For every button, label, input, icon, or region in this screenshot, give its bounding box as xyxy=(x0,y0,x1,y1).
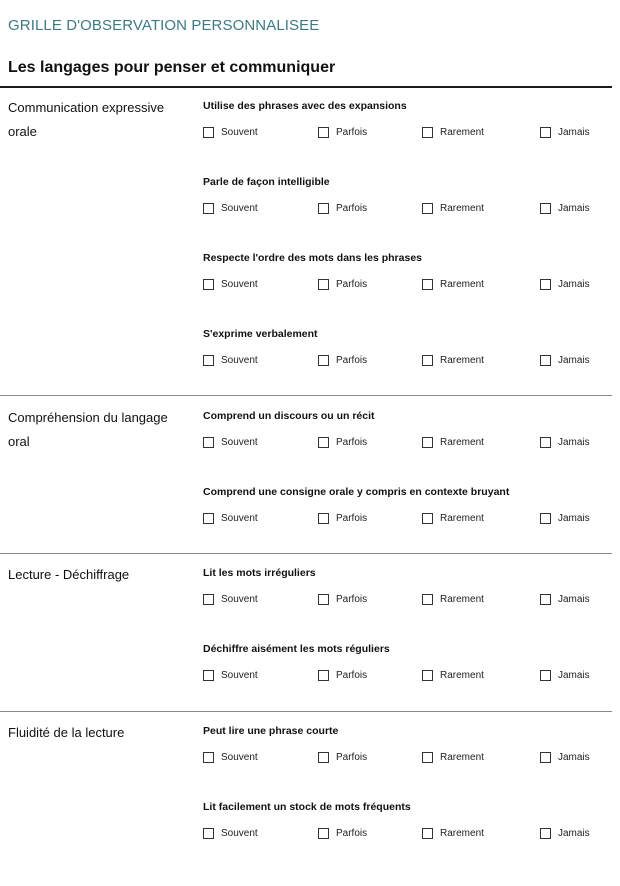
option-souvent[interactable] xyxy=(203,592,258,606)
category-label: Communication expressive orale xyxy=(8,100,165,139)
option-jamais[interactable] xyxy=(540,435,590,449)
option-souvent[interactable] xyxy=(203,125,258,139)
option-souvent[interactable] xyxy=(203,668,258,682)
section-divider xyxy=(0,86,612,88)
checkbox[interactable] xyxy=(422,203,433,214)
checkbox[interactable] xyxy=(422,127,433,138)
criterion-title: Lit facilement un stock de mots fréquents xyxy=(203,801,411,813)
checkbox[interactable] xyxy=(540,828,551,839)
checkbox[interactable] xyxy=(540,670,551,681)
option-rarement[interactable] xyxy=(422,353,484,367)
option-parfois[interactable] xyxy=(318,668,367,682)
criterion-title: Lit les mots irréguliers xyxy=(203,567,316,579)
checkbox[interactable] xyxy=(540,203,551,214)
category-label: Lecture - Déchiffrage xyxy=(8,567,130,582)
checkbox[interactable] xyxy=(203,437,214,448)
option-label: Souvent xyxy=(221,751,258,763)
category-label: Compréhension du langage oral xyxy=(8,410,168,449)
option-label: Souvent xyxy=(221,827,258,839)
option-label: Jamais xyxy=(558,126,590,138)
option-label: Rarement xyxy=(440,593,484,605)
frequency-options xyxy=(0,592,620,606)
criterion-title: Comprend une consigne orale y compris en contexte bruyant xyxy=(203,486,510,498)
checkbox[interactable] xyxy=(203,828,214,839)
page-header-title: GRILLE D'OBSERVATION PERSONNALISEE xyxy=(8,17,320,34)
option-souvent[interactable] xyxy=(203,750,258,764)
option-label: Parfois xyxy=(336,202,368,214)
checkbox[interactable] xyxy=(422,594,433,605)
option-label: Jamais xyxy=(558,512,590,524)
option-souvent[interactable] xyxy=(203,435,258,449)
option-rarement[interactable] xyxy=(422,201,484,215)
option-jamais[interactable] xyxy=(540,277,590,291)
checkbox[interactable] xyxy=(540,355,551,366)
option-label: Rarement xyxy=(440,202,484,214)
checkbox[interactable] xyxy=(318,203,329,214)
criterion-title: Comprend un discours ou un récit xyxy=(203,410,375,422)
option-label: Souvent xyxy=(221,354,258,366)
option-label: Parfois xyxy=(336,126,368,138)
checkbox[interactable] xyxy=(422,513,433,524)
checkbox[interactable] xyxy=(203,752,214,763)
option-label: Parfois xyxy=(336,593,368,605)
option-label: Parfois xyxy=(336,278,368,290)
checkbox[interactable] xyxy=(318,594,329,605)
frequency-options xyxy=(0,435,620,449)
option-label: Rarement xyxy=(440,436,484,448)
option-jamais[interactable] xyxy=(540,750,590,764)
option-rarement[interactable] xyxy=(422,125,484,139)
option-label: Parfois xyxy=(336,354,368,366)
checkbox[interactable] xyxy=(540,127,551,138)
category-divider xyxy=(0,395,612,396)
option-parfois[interactable] xyxy=(318,353,367,367)
category-divider xyxy=(0,711,612,712)
criterion-title: Déchiffre aisément les mots réguliers xyxy=(203,643,390,655)
option-jamais[interactable] xyxy=(540,668,590,682)
option-souvent[interactable] xyxy=(203,201,258,215)
checkbox[interactable] xyxy=(422,828,433,839)
option-label: Souvent xyxy=(221,512,258,524)
option-label: Jamais xyxy=(558,436,590,448)
option-parfois[interactable] xyxy=(318,435,367,449)
section-title: Les langages pour penser et communiquer xyxy=(8,59,336,76)
option-label: Jamais xyxy=(558,827,590,839)
option-label: Rarement xyxy=(440,354,484,366)
option-rarement[interactable] xyxy=(422,592,484,606)
checkbox[interactable] xyxy=(422,279,433,290)
category-divider xyxy=(0,553,612,554)
option-label: Souvent xyxy=(221,278,258,290)
checkbox[interactable] xyxy=(203,279,214,290)
checkbox[interactable] xyxy=(318,752,329,763)
option-parfois[interactable] xyxy=(318,592,367,606)
option-parfois[interactable] xyxy=(318,201,367,215)
option-label: Parfois xyxy=(336,669,368,681)
checkbox[interactable] xyxy=(203,670,214,681)
checkbox[interactable] xyxy=(540,752,551,763)
checkbox[interactable] xyxy=(203,127,214,138)
checkbox[interactable] xyxy=(203,594,214,605)
frequency-options xyxy=(0,826,620,840)
frequency-options xyxy=(0,201,620,215)
checkbox[interactable] xyxy=(318,670,329,681)
option-label: Rarement xyxy=(440,126,484,138)
checkbox[interactable] xyxy=(318,279,329,290)
option-label: Souvent xyxy=(221,436,258,448)
checkbox[interactable] xyxy=(318,828,329,839)
checkbox[interactable] xyxy=(318,355,329,366)
checkbox[interactable] xyxy=(318,437,329,448)
frequency-options xyxy=(0,750,620,764)
option-label: Rarement xyxy=(440,669,484,681)
option-parfois[interactable] xyxy=(318,826,367,840)
checkbox[interactable] xyxy=(318,127,329,138)
option-label: Souvent xyxy=(221,202,258,214)
checkbox[interactable] xyxy=(540,594,551,605)
criterion-title: Parle de façon intelligible xyxy=(203,176,330,188)
checkbox[interactable] xyxy=(422,670,433,681)
option-souvent[interactable] xyxy=(203,277,258,291)
checkbox[interactable] xyxy=(422,437,433,448)
option-parfois[interactable] xyxy=(318,125,367,139)
option-label: Parfois xyxy=(336,751,368,763)
option-label: Parfois xyxy=(336,827,368,839)
option-label: Souvent xyxy=(221,126,258,138)
option-rarement[interactable] xyxy=(422,668,484,682)
option-parfois[interactable] xyxy=(318,511,367,525)
option-label: Rarement xyxy=(440,512,484,524)
option-label: Souvent xyxy=(221,593,258,605)
option-rarement[interactable] xyxy=(422,511,484,525)
option-jamais[interactable] xyxy=(540,353,590,367)
checkbox[interactable] xyxy=(540,279,551,290)
checkbox[interactable] xyxy=(540,437,551,448)
frequency-options xyxy=(0,511,620,525)
option-label: Jamais xyxy=(558,593,590,605)
checkbox[interactable] xyxy=(318,513,329,524)
option-label: Parfois xyxy=(336,512,368,524)
option-rarement[interactable] xyxy=(422,277,484,291)
option-jamais[interactable] xyxy=(540,511,590,525)
option-souvent[interactable] xyxy=(203,826,258,840)
option-parfois[interactable] xyxy=(318,277,367,291)
option-jamais[interactable] xyxy=(540,592,590,606)
option-label: Jamais xyxy=(558,751,590,763)
frequency-options xyxy=(0,277,620,291)
option-rarement[interactable] xyxy=(422,826,484,840)
checkbox[interactable] xyxy=(540,513,551,524)
option-rarement[interactable] xyxy=(422,435,484,449)
option-label: Parfois xyxy=(336,436,368,448)
option-jamais[interactable] xyxy=(540,125,590,139)
checkbox[interactable] xyxy=(422,752,433,763)
option-label: Jamais xyxy=(558,354,590,366)
option-label: Rarement xyxy=(440,827,484,839)
option-souvent[interactable] xyxy=(203,353,258,367)
option-label: Jamais xyxy=(558,278,590,290)
option-label: Souvent xyxy=(221,669,258,681)
criterion-title: S'exprime verbalement xyxy=(203,328,318,340)
option-label: Rarement xyxy=(440,278,484,290)
criterion-title: Respecte l'ordre des mots dans les phrases xyxy=(203,252,423,264)
option-parfois[interactable] xyxy=(318,750,367,764)
option-jamais[interactable] xyxy=(540,201,590,215)
option-rarement[interactable] xyxy=(422,750,484,764)
criterion-title: Peut lire une phrase courte xyxy=(203,725,339,737)
frequency-options xyxy=(0,668,620,682)
category-label: Fluidité de la lecture xyxy=(8,725,125,740)
checkbox[interactable] xyxy=(422,355,433,366)
option-label: Jamais xyxy=(558,669,590,681)
option-label: Rarement xyxy=(440,751,484,763)
option-label: Jamais xyxy=(558,202,590,214)
criterion-title: Utilise des phrases avec des expansions xyxy=(203,100,407,112)
checkbox[interactable] xyxy=(203,203,214,214)
frequency-options xyxy=(0,125,620,139)
checkbox[interactable] xyxy=(203,355,214,366)
option-jamais[interactable] xyxy=(540,826,590,840)
option-souvent[interactable] xyxy=(203,511,258,525)
checkbox[interactable] xyxy=(203,513,214,524)
frequency-options xyxy=(0,353,620,367)
